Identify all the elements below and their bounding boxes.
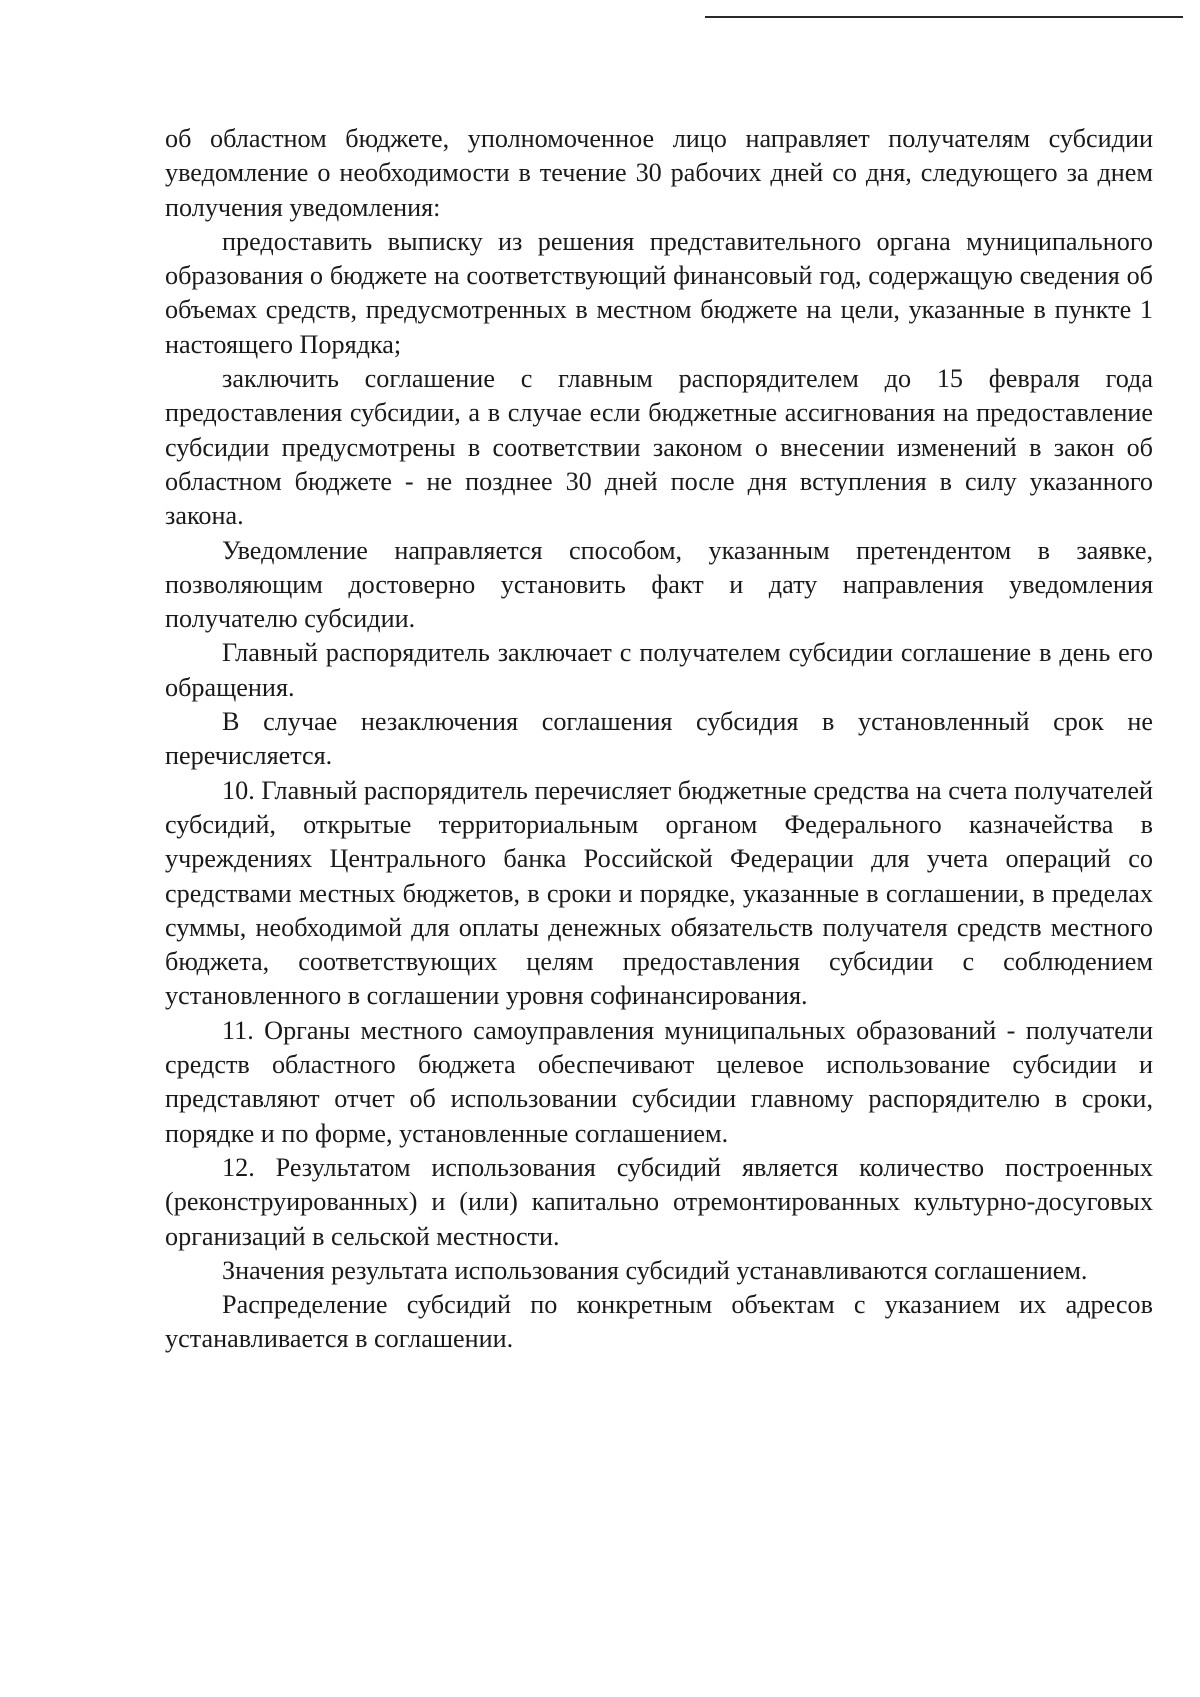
paragraph-item-10: 10. Главный распорядитель перечисляет бюджетные средства на счета получателей субсидий, открытые территориальным органом Федерального казначейства в учреждениях Центрального банка Российской Федерации для учета операций со средствами местных бюджетов, в сроки и порядке, указанные в соглашении, в пределах суммы, необходимой для оплаты денежных обязательств получателя средств местного бюджета, соответствующих целям предоставления субсидии с соблюдением установленного в соглашении уровня софинансирования. — [165, 775, 1153, 1011]
paragraph-non-conclusion: В случае незаключения соглашения субсидия в установленный срок не перечисляется. — [165, 707, 1153, 771]
paragraph-continuation: об областном бюджете, уполномоченное лицо направляет получателям субсидии уведомление о необходимости в течение 30 рабочих дней со дня, следующего за днем получения уведомления: — [165, 124, 1153, 222]
paragraph-result-values: Значения результата использования субсидий устанавливаются соглашением. — [222, 1255, 1088, 1285]
document-body — [165, 122, 1153, 1357]
paragraph-item-11: 11. Органы местного самоуправления муниципальных образований - получатели средств областного бюджета обеспечивают целевое использование субсидии и представляют отчет об использовании субсидии главному распорядителю в сроки, порядке и по форме, установленные соглашением. — [165, 1015, 1153, 1148]
paragraph-distribution: Распределение субсидий по конкретным объектам с указанием их адресов устанавливается в соглашении. — [165, 1290, 1153, 1354]
paragraph-agreement-day: Главный распорядитель заключает с получателем субсидии соглашение в день его обращения. — [165, 638, 1153, 702]
paragraph-agreement-deadline: заключить соглашение с главным распорядителем до 15 февраля года предоставления субсидии, а в случае если бюджетные ассигнования на предоставление субсидии предусмотрены в соответствии законом о внесении изменений в закон об областном бюджете - не позднее 30 дней после дня вступления в силу указанного закона. — [165, 364, 1153, 531]
scan-edge-line — [705, 16, 1183, 18]
paragraph-notification-method: Уведомление направляется способом, указанным претендентом в заявке, позволяющим достоверно установить факт и дату направления уведомления получателю субсидии. — [165, 535, 1153, 634]
paragraph-item-12: 12. Результатом использования субсидий является количество построенных (реконструированных) и (или) капитально отремонтированных культурно-досуговых организаций в сельской местности. — [165, 1152, 1153, 1251]
paragraph-extract-requirement: предоставить выписку из решения представительного органа муниципального образования о бюджете на соответствующий финансовый год, содержащую сведения об объемах средств, предусмотренных в местном бюджете на цели, указанные в пункте 1 настоящего Порядка; — [165, 226, 1153, 359]
